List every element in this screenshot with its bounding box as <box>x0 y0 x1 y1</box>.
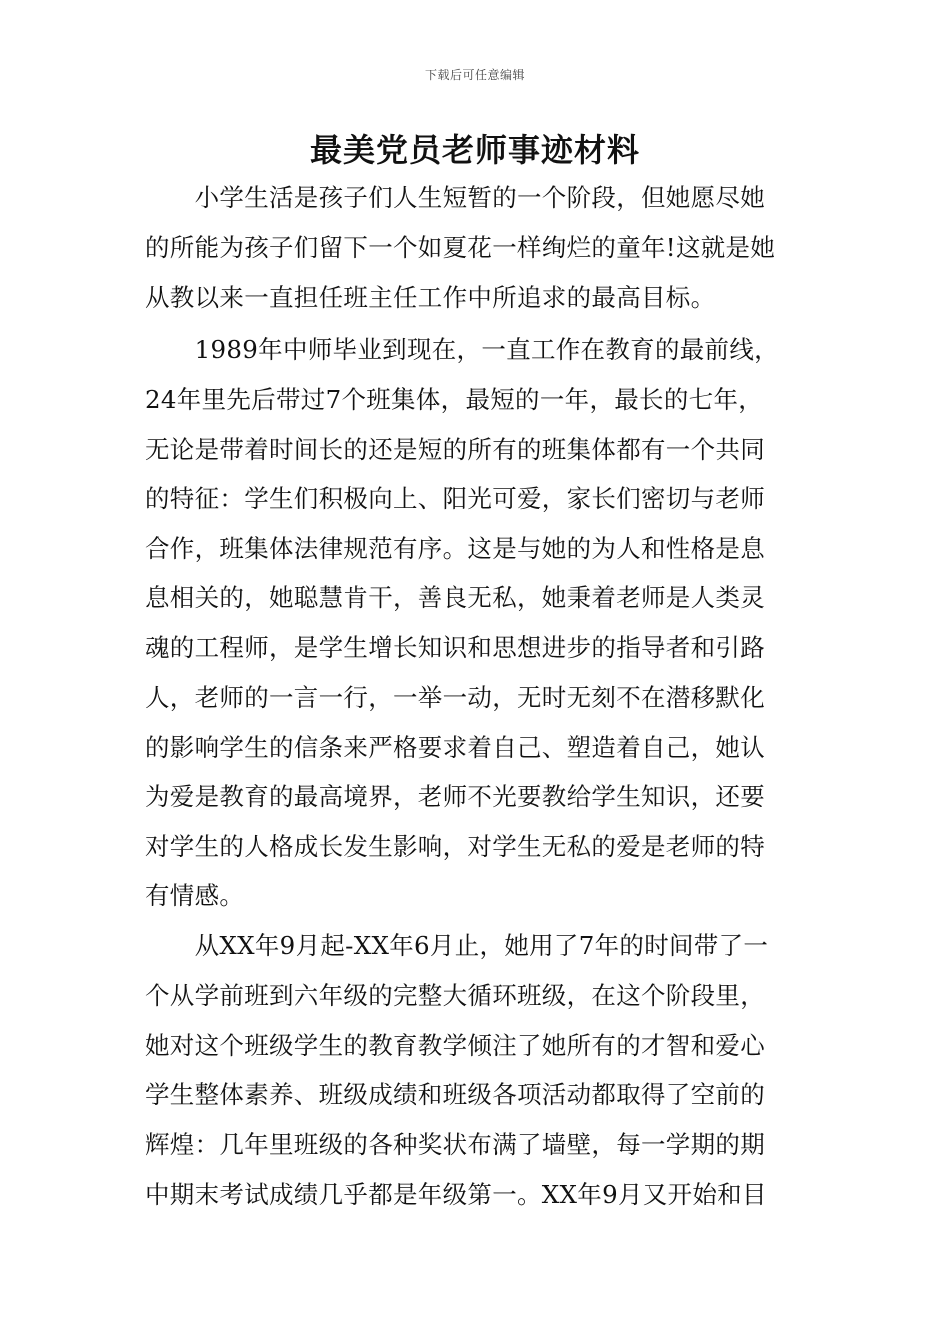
body-line: 人，老师的一言一行，一举一动，无时无刻不在潜移默化 <box>145 683 765 712</box>
body-line: 的影响学生的信条来严格要求着自己、塑造着自己，她认 <box>145 733 765 762</box>
body-line: 对学生的人格成长发生影响，对学生无私的爱是老师的特 <box>145 832 765 861</box>
body-line: 她对这个班级学生的教育教学倾注了她所有的才智和爱心 <box>145 1031 765 1060</box>
body-line: 1989年中师毕业到现在，一直工作在教育的最前线， <box>145 335 779 364</box>
body-line: 的特征：学生们积极向上、阳光可爱，家长们密切与老师 <box>145 484 765 513</box>
body-line: 从教以来一直担任班主任工作中所追求的最高目标。 <box>145 283 716 312</box>
body-line: 从XX年9月起-XX年6月止，她用了7年的时间带了一 <box>145 931 769 960</box>
document-title: 最美党员老师事迹材料 <box>309 131 640 169</box>
header-note: 下载后可任意编辑 <box>424 68 525 82</box>
body-line: 合作，班集体法律规范有序。这是与她的为人和性格是息 <box>145 534 765 563</box>
body-line: 无论是带着时间长的还是短的所有的班集体都有一个共同 <box>145 435 765 464</box>
body-line: 个从学前班到六年级的完整大循环班级，在这个阶段里， <box>145 981 765 1010</box>
body-line: 辉煌：几年里班级的各种奖状布满了墙壁，每一学期的期 <box>145 1130 765 1159</box>
body-line: 小学生活是孩子们人生短暂的一个阶段，但她愿尽她 <box>145 183 765 212</box>
body-line: 学生整体素养、班级成绩和班级各项活动都取得了空前的 <box>145 1080 765 1109</box>
body-line: 24年里先后带过7个班集体，最短的一年，最长的七年， <box>145 385 764 414</box>
body-line: 为爱是教育的最高境界，老师不光要教给学生知识，还要 <box>145 782 765 811</box>
body-line: 中期末考试成绩几乎都是年级第一。XX年9月又开始和目 <box>145 1180 767 1209</box>
body-line: 息相关的，她聪慧肯干，善良无私，她秉着老师是人类灵 <box>145 583 765 612</box>
body-line: 有情感。 <box>145 881 245 910</box>
body-line: 的所能为孩子们留下一个如夏花一样绚烂的童年!这就是她 <box>145 233 776 262</box>
body-line: 魂的工程师，是学生增长知识和思想进步的指导者和引路 <box>145 633 765 662</box>
